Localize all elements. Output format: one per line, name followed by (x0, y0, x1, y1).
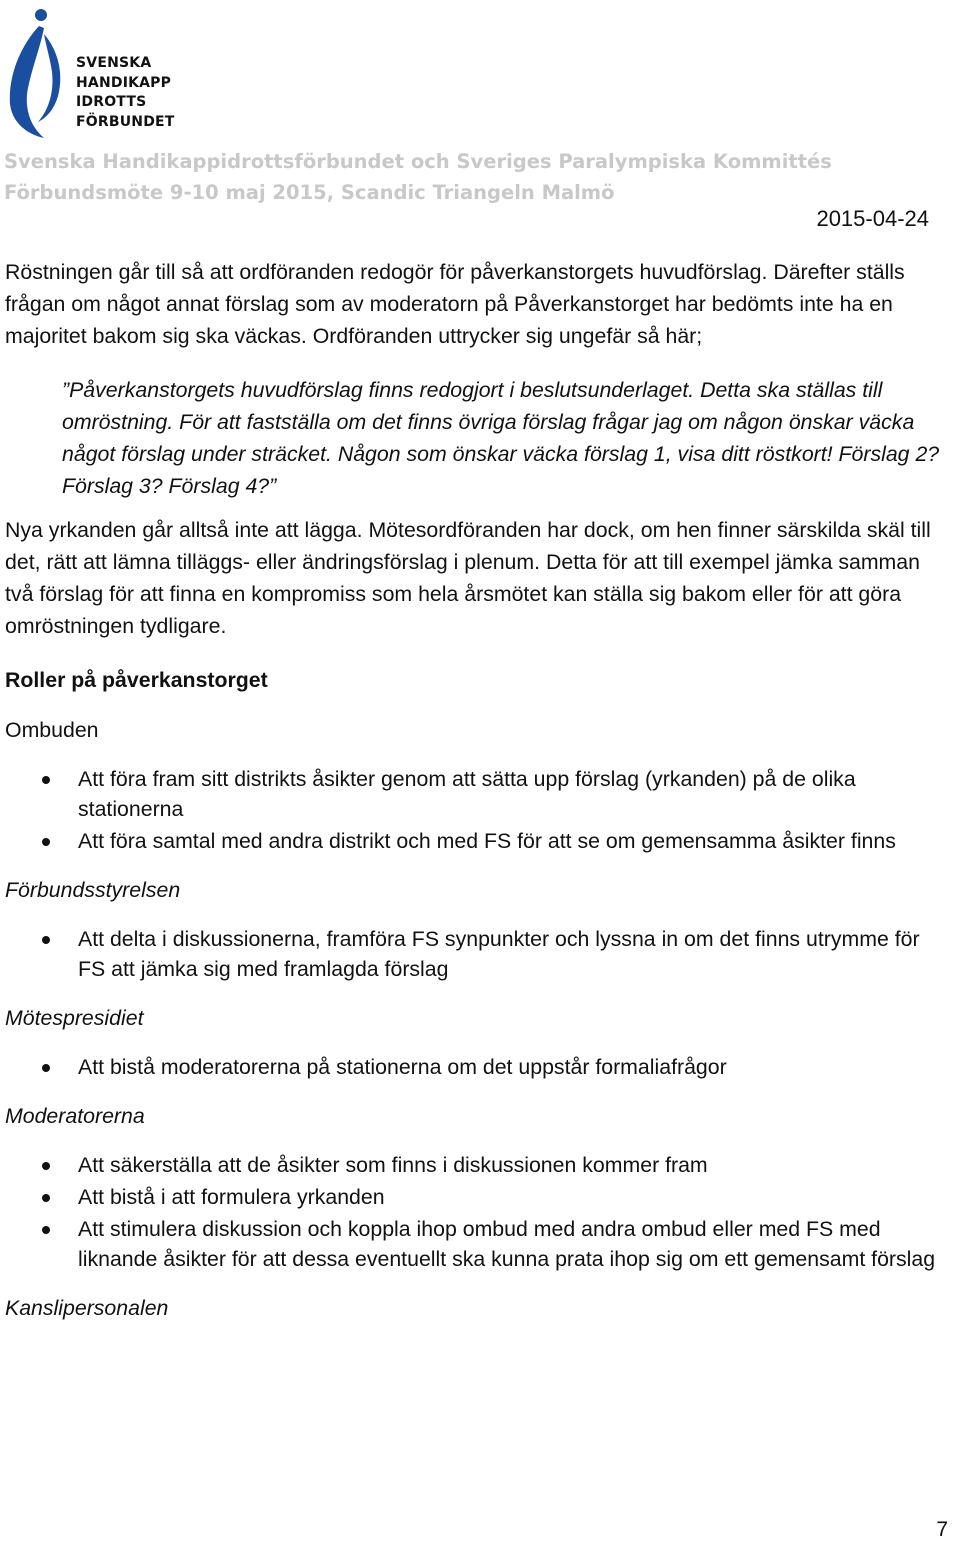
role-list-ombuden (5, 764, 950, 856)
body-paragraph: Nya yrkanden går alltså inte att lägga. Mötesordföranden har dock, om hen finner särskilda skäl till det, rätt att lämna tilläggs- eller ändringsförslag i plenum. Detta för att till exempel jämka samman två förslag för att finna en kompromiss som hela årsmötet kan ställa sig bakom eller för att göra omröstningen tydligare. (5, 518, 931, 638)
document-body (5, 256, 950, 1324)
bullet-icon (42, 838, 50, 846)
bullet-icon (42, 1194, 50, 1202)
list-item: Att bistå moderatorerna på stationerna om det uppstår formaliafrågor (5, 1052, 950, 1082)
bullet-icon (42, 1162, 50, 1170)
role-heading-moderatorerna: Moderatorerna (5, 1104, 145, 1128)
list-item: Att föra samtal med andra distrikt och med FS för att se om gemensamma åsikter finns (5, 826, 950, 856)
role-list-motespresidiet (5, 1052, 950, 1082)
role-heading-forbundsstyrelsen: Förbundsstyrelsen (5, 878, 181, 902)
list-item: Att säkerställa att de åsikter som finns i diskussionen kommer fram (5, 1150, 950, 1180)
list-item: Att bistå i att formulera yrkanden (5, 1182, 950, 1212)
role-list-moderatorerna (5, 1150, 950, 1274)
role-heading-kanslipersonalen: Kanslipersonalen (5, 1296, 169, 1320)
role-heading-ombuden: Ombuden (5, 718, 99, 742)
bullet-icon (42, 936, 50, 944)
org-header: Svenska Handikappidrottsförbundet och Sveriges Paralympiska Kommittés (4, 150, 832, 173)
document-date: 2015-04-24 (816, 206, 929, 231)
list-item: Att stimulera diskussion och koppla ihop ombud med andra ombud eller med FS med liknande åsikter för att dessa eventuellt ska kunna prata ihop sig om ett gemensamt förslag (5, 1214, 950, 1274)
logo (4, 4, 174, 134)
bullet-icon (42, 776, 50, 784)
logo-wordmark: SVENSKA HANDIKAPP IDROTTS FÖRBUNDET (76, 55, 175, 130)
meeting-header: Förbundsmöte 9-10 maj 2015, Scandic Triangeln Malmö (4, 181, 615, 204)
page-number: 7 (936, 1518, 948, 1541)
bullet-icon (42, 1064, 50, 1072)
logo-figure-icon (4, 4, 74, 139)
bullet-icon (42, 1226, 50, 1234)
list-item: Att föra fram sitt distrikts åsikter genom att sätta upp förslag (yrkanden) på de olika stationerna (5, 764, 950, 824)
intro-paragraph: Röstningen går till så att ordföranden redogör för påverkanstorgets huvudförslag. Därefter ställs frågan om något annat förslag som av moderatorn på Påverkanstorget har bedömts inte ha en majoritet bakom sig ska väckas. Ordföranden uttrycker sig ungefär så här; (5, 260, 905, 348)
role-list-forbundsstyrelsen (5, 924, 950, 984)
chair-quote: ”Påverkanstorgets huvudförslag finns redogjort i beslutsunderlaget. Detta ska ställas till omröstning. För att fastställa om det finns övriga förslag frågar jag om någon önskar väcka något förslag under sträcket. Någon som önskar väcka förslag 1, visa ditt röstkort! Förslag 2? Förslag 3? Förslag 4?” (62, 378, 940, 498)
list-item: Att delta i diskussionerna, framföra FS synpunkter och lyssna in om det finns utrymme för FS att jämka sig med framlagda förslag (5, 924, 950, 984)
section-heading: Roller på påverkanstorget (5, 668, 268, 692)
role-heading-motespresidiet: Mötespresidiet (5, 1006, 144, 1030)
